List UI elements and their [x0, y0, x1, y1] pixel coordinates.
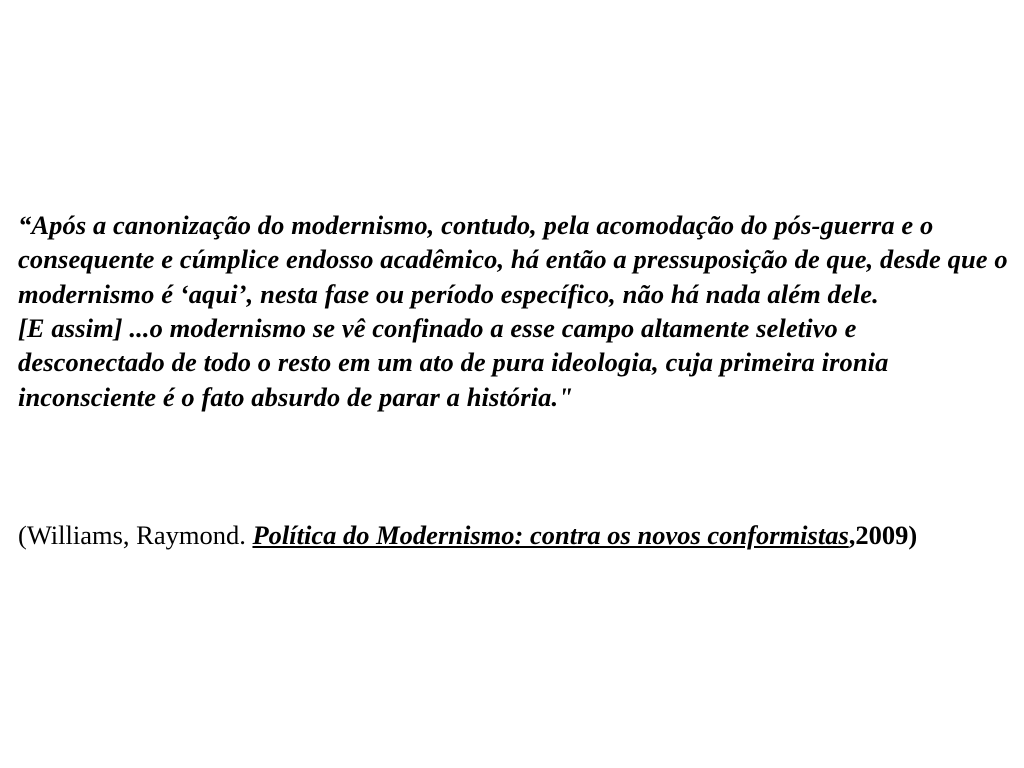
quote-paragraph-1: “Após a canonização do modernismo, contudo, pela acomodação do pós-guerra e o consequente e cúmplice endosso acadêmico, há então a pressuposição de que, desde que o modernismo é ‘aqui’, nesta fase ou período específico, não há nada além dele.: [18, 210, 1008, 309]
citation-work-title: Política do Modernismo: contra os novos conformistas: [252, 520, 849, 550]
citation-block: [18, 518, 1010, 552]
quote-paragraph-2: [E assim] ...o modernismo se vê confinado a esse campo altamente seletivo e desconectado de todo o resto em um ato de pura ideologia, cuja primeira ironia inconsciente é o fato absurdo de parar a história.": [18, 312, 889, 412]
citation-author: (Williams, Raymond.: [18, 520, 253, 550]
citation-year: ,2009): [848, 520, 918, 550]
citation-line: [18, 518, 1010, 552]
quotation-block: [18, 208, 1010, 414]
